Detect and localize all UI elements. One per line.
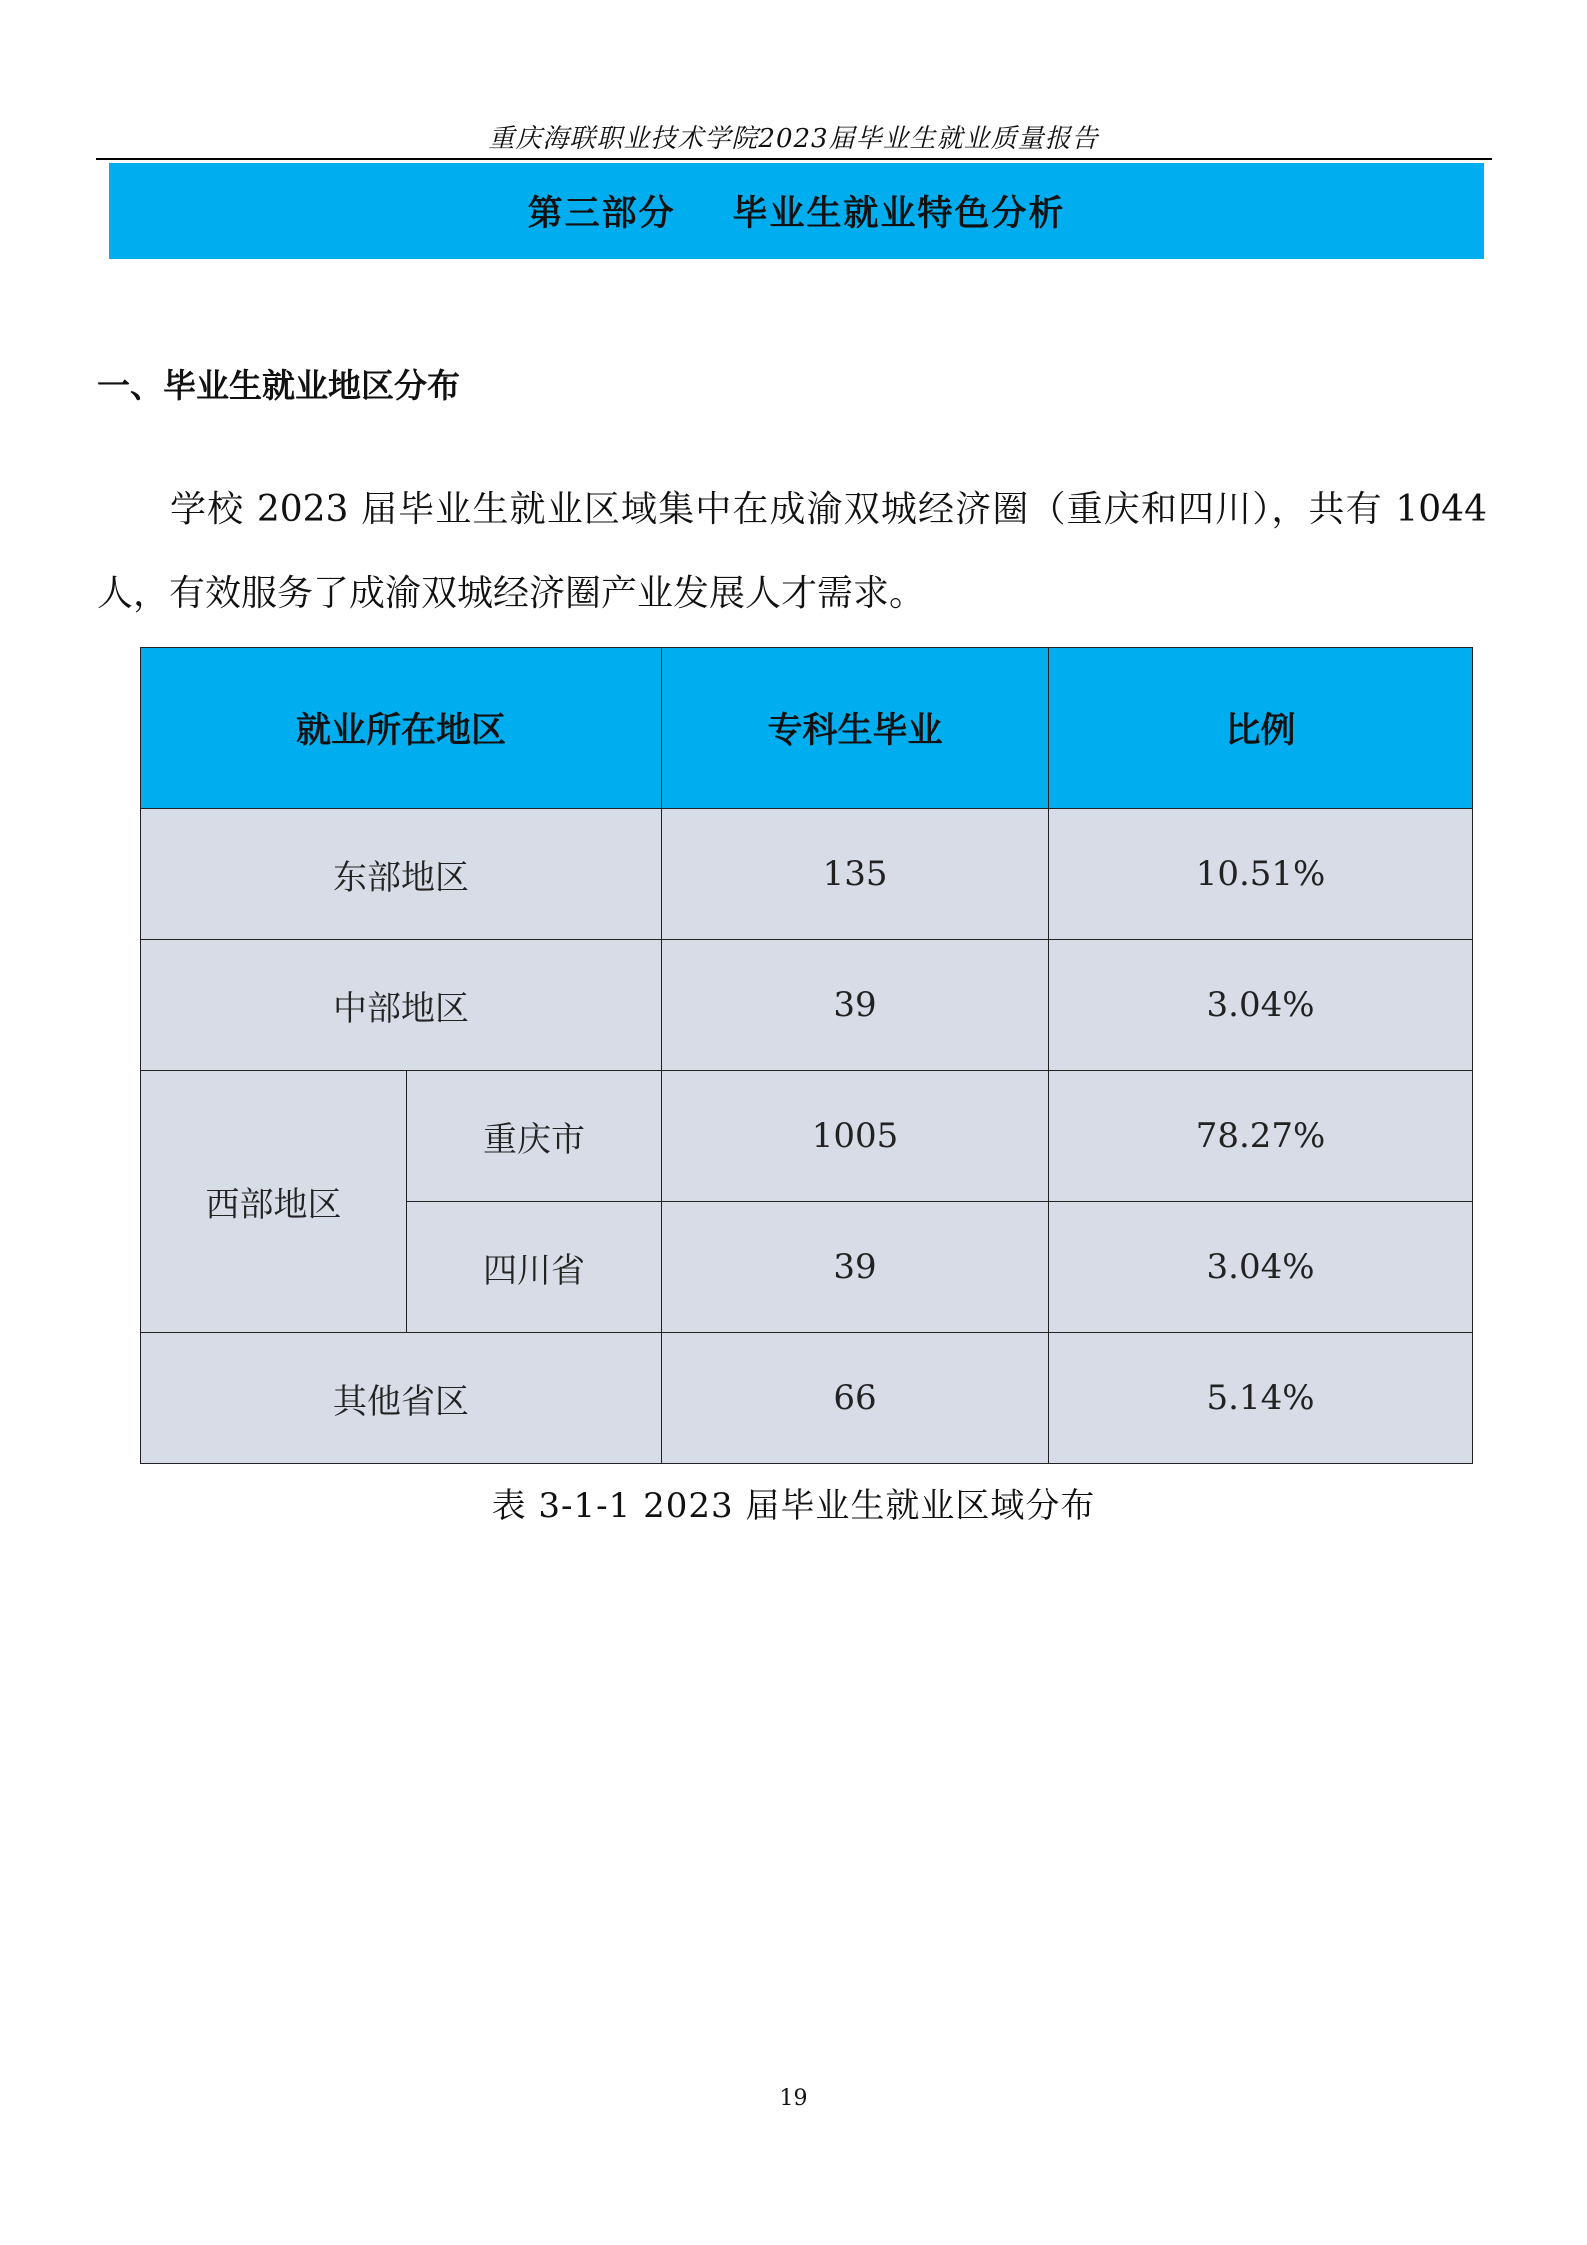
subregion-cell: 四川省: [407, 1202, 662, 1333]
table-row: [141, 1333, 1473, 1464]
ratio-cell: 3.04%: [1049, 1202, 1473, 1333]
page-number: 19: [779, 2086, 808, 2111]
region-cell: 其他省区: [141, 1333, 662, 1464]
employment-region-table: [140, 647, 1473, 1464]
section-title: 第三部分 毕业生就业特色分析: [527, 193, 1066, 234]
graduates-cell: 39: [662, 1202, 1049, 1333]
subsection-heading: 一、毕业生就业地区分布: [97, 366, 460, 405]
running-header: 重庆海联职业技术学院2023届毕业生就业质量报告: [488, 124, 1099, 154]
region-cell: 东部地区: [141, 809, 662, 940]
header-region: 就业所在地区: [141, 648, 662, 809]
graduates-cell: 135: [662, 809, 1049, 940]
ratio-cell: 3.04%: [1049, 940, 1473, 1071]
ratio-cell: 78.27%: [1049, 1071, 1473, 1202]
graduates-cell: 1005: [662, 1071, 1049, 1202]
region-cell: 中部地区: [141, 940, 662, 1071]
table-row: [141, 809, 1473, 940]
graduates-cell: 66: [662, 1333, 1049, 1464]
ratio-cell: 10.51%: [1049, 809, 1473, 940]
region-cell: 西部地区: [141, 1071, 407, 1333]
table-row: [141, 1071, 1473, 1202]
section-banner: [109, 163, 1484, 259]
body-paragraph: 学校 2023 届毕业生就业区域集中在成渝双城经济圈（重庆和四川），共有 1044 人，有效服务了成渝双城经济圈产业发展人才需求。: [97, 489, 1487, 614]
header-ratio: 比例: [1049, 648, 1473, 809]
ratio-cell: 5.14%: [1049, 1333, 1473, 1464]
header-divider: [96, 158, 1492, 160]
table-header-row: [141, 648, 1473, 809]
table-row: [141, 940, 1473, 1071]
table-caption: 表 3-1-1 2023 届毕业生就业区域分布: [491, 1486, 1096, 1526]
subregion-cell: 重庆市: [407, 1071, 662, 1202]
graduates-cell: 39: [662, 940, 1049, 1071]
header-graduates: 专科生毕业: [662, 648, 1049, 809]
